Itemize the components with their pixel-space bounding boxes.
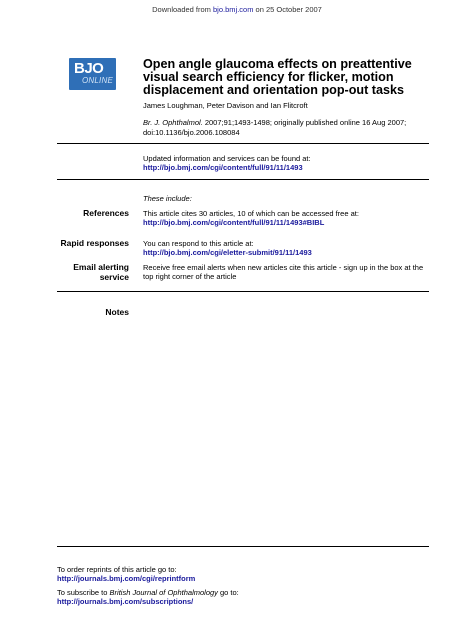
divider [57, 546, 429, 547]
logo-sub-text: ONLINE [82, 76, 113, 85]
references-label: References [83, 208, 129, 218]
subscribe-info [57, 588, 239, 606]
subscribe-link[interactable]: http://journals.bmj.com/subscriptions/ [57, 597, 194, 606]
references-text: This article cites 30 articles, 10 of which can be accessed free at: [143, 209, 359, 218]
download-notice [0, 5, 474, 14]
subscribe-journal: British Journal of Ophthalmology [109, 588, 218, 597]
reprints-info [57, 565, 195, 583]
subscribe-suffix: go to: [217, 588, 239, 597]
divider [57, 291, 429, 292]
citation-details: 2007;91;1493-1498; originally published online 16 Aug 2007; [202, 118, 407, 127]
email-alerting-label [57, 262, 129, 282]
divider [57, 179, 429, 180]
title-line: displacement and orientation pop-out tasks [143, 83, 405, 97]
bjo-online-logo [69, 58, 116, 90]
logo-main-text: BJO [74, 60, 104, 77]
rapid-responses-text: You can respond to this article at: [143, 239, 254, 248]
rapid-responses-label: Rapid responses [60, 238, 129, 248]
reprints-text: To order reprints of this article go to: [57, 565, 177, 574]
journal-name: Br. J. Ophthalmol. [143, 118, 203, 127]
notes-label: Notes [105, 307, 129, 317]
divider [57, 143, 429, 144]
reprints-link[interactable]: http://journals.bmj.com/cgi/reprintform [57, 574, 196, 583]
article-authors: James Loughman, Peter Davison and Ian Flitcroft [143, 101, 308, 110]
references-info [143, 209, 433, 227]
site-link[interactable]: bjo.bmj.com [213, 5, 254, 14]
email-alert-text: Receive free email alerts when new articles cite this article - sign up in the box at the top right corner of the article [143, 263, 424, 281]
title-line: Open angle glaucoma effects on preattentive [143, 57, 412, 71]
download-prefix: Downloaded from [152, 5, 214, 14]
title-line: visual search efficiency for flicker, motion [143, 70, 394, 84]
download-date: on 25 October 2007 [253, 5, 322, 14]
rapid-responses-info [143, 239, 433, 257]
article-citation [143, 118, 443, 138]
references-link[interactable]: http://bjo.bmj.com/cgi/content/full/91/11/1493#BIBL [143, 218, 325, 227]
email-label-line: service [99, 272, 129, 282]
article-doi: doi:10.1136/bjo.2006.108084 [143, 128, 240, 137]
rapid-responses-link[interactable]: http://bjo.bmj.com/cgi/eletter-submit/91/11/1493 [143, 248, 312, 257]
article-title [143, 58, 443, 97]
updated-info [143, 154, 433, 172]
subscribe-prefix: To subscribe to [57, 588, 110, 597]
updated-link[interactable]: http://bjo.bmj.com/cgi/content/full/91/11/1493 [143, 163, 303, 172]
includes-label: These include: [143, 194, 192, 203]
email-label-line: Email alerting [73, 262, 129, 272]
updated-text: Updated information and services can be found at: [143, 154, 311, 163]
